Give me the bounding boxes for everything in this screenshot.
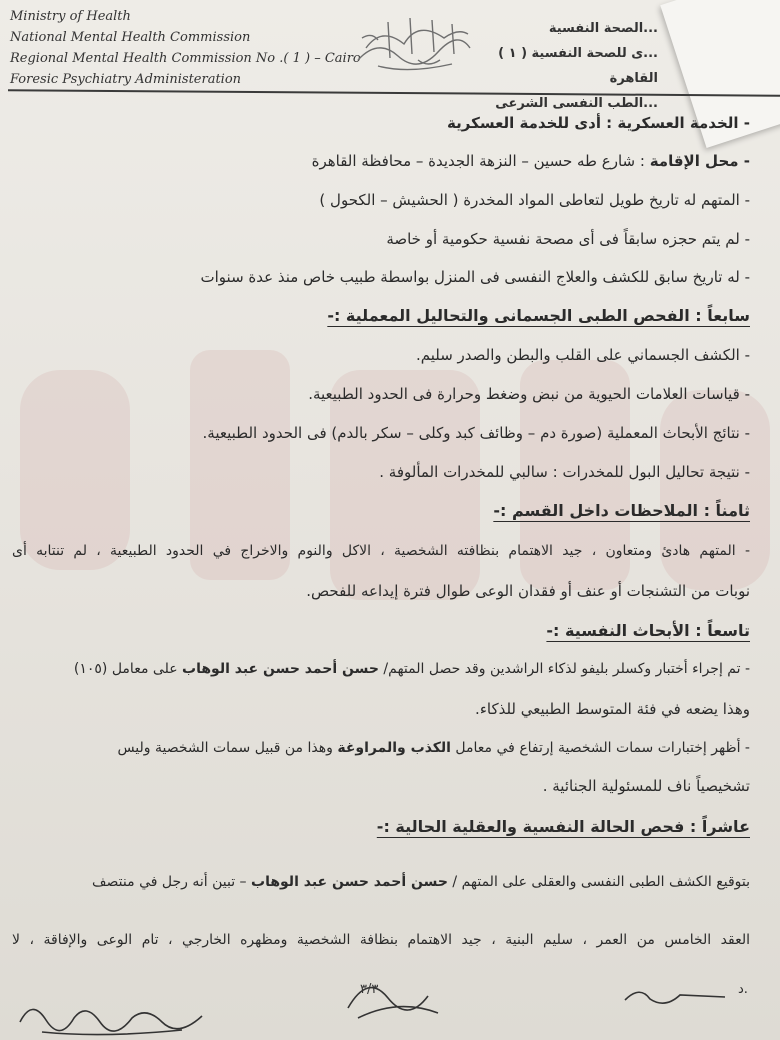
header-en-line: Ministry of Health <box>10 9 131 24</box>
defendant-name: حسن أحمد حسن عبد الوهاب <box>182 661 379 677</box>
section-7-line: - الكشف الجسماني على القلب والبطن والصدر سليم. <box>415 346 750 364</box>
section-7-title: سابعاً : الفحص الطبى الجسمانى والتحاليل المعملية :- <box>327 306 750 325</box>
left-signature <box>12 992 212 1040</box>
center-signature <box>338 968 448 1028</box>
drug-history-line: - المتهم له تاريخ طويل لتعاطى المواد المخدرة ( الحشيش – الكحول ) <box>319 191 750 209</box>
prior-treatment-line: - له تاريخ سابق للكشف والعلاج النفسى فى المنزل بواسطة طبيب خاص منذ عدة سنوات <box>200 268 750 286</box>
section-9-title: تاسعاً : الأبحاث النفسية :- <box>546 621 750 640</box>
military-line: - الخدمة العسكرية : أدى للخدمة العسكرية <box>447 114 750 132</box>
section-7-line: - نتائج الأبحاث المعملية (صورة دم – وظائف كبد وكلى – سكر بالدم) فى الحدود الطبيعية. <box>202 424 750 442</box>
residence-label: - محل الإقامة <box>649 152 750 170</box>
header-ar-line: ...ى للصحة النفسية ( ١ ) القاهرة <box>498 46 658 86</box>
watermark <box>0 330 780 670</box>
no-hospital-line: - لم يتم حجزه سابقاً فى أى مصحة نفسية حكومية أو خاصة <box>386 230 750 248</box>
text-fragment: - أظهر إختبارات سمات الشخصية إرتفاع في معامل <box>450 740 750 756</box>
lying-trait: الكذب والمراوغة <box>337 740 451 756</box>
header-english <box>10 6 361 90</box>
header-en-line: National Mental Health Commission <box>10 30 251 45</box>
text-fragment: بتوقيع الكشف الطبى النفسى والعقلى على المتهم / <box>447 874 750 890</box>
header-en-line: Regional Mental Health Commission No .( 1 ) – Cairo <box>10 51 361 66</box>
text-fragment: على معامل (١٠٥) <box>73 661 183 677</box>
text-fragment: – تبين أنه رجل في منتصف <box>92 874 251 890</box>
residence-value: : شارع طه حسين – النزهة الجديدة – محافظة القاهرة <box>311 152 650 170</box>
section-8-line: نوبات من التشنجات أو عنف أو فقدان الوعى طوال فترة إيداعه للفحص. <box>306 582 750 600</box>
section-8-line: - المتهم هادئ ومتعاون ، جيد الاهتمام بنظافته الشخصية ، الاكل والنوم والاخراج في الحدود الطبيعية ، لم تنتابه أى <box>12 543 750 559</box>
header-en-line: Foresic Psychiatry Administeration <box>10 72 242 87</box>
text-fragment: - تم إجراء أختبار وكسلر بليفو لذكاء الراشدين وقد حصل المتهم/ <box>378 661 750 677</box>
section-9-line <box>117 740 750 756</box>
section-7-line: - قياسات العلامات الحيوية من نبض وضغط وحرارة فى الحدود الطبيعية. <box>308 385 750 403</box>
text-fragment: وهذا من قبيل سمات الشخصية وليس <box>117 740 338 756</box>
doctor-initial: د. <box>738 982 748 997</box>
header-ar-line: ...الصحة النفسية <box>548 21 658 36</box>
header-ar-line: ...الطب النفسى الشرعى <box>495 96 658 111</box>
defendant-name: حسن أحمد حسن عبد الوهاب <box>251 874 448 890</box>
residence-line <box>312 152 750 170</box>
section-10-title: عاشراً : فحص الحالة النفسية والعقلية الحالية :- <box>376 817 750 836</box>
page-number: ٣/٣ <box>360 982 379 997</box>
header-divider <box>8 89 780 96</box>
section-10-line: العقد الخامس من العمر ، سليم البنية ، جيد الاهتمام بنظافة الشخصية ومظهره الخارجي ، تام الوعى والإفاقة ، لا <box>12 932 750 948</box>
section-7-line: - نتيجة تحاليل البول للمخدرات : سالبي للمخدرات المألوفة . <box>379 463 750 481</box>
section-9-line: تشخيصياً ناف للمسئولية الجنائية . <box>542 777 750 795</box>
section-9-line: وهذا يضعه في فئة المتوسط الطبيعي للذكاء. <box>475 700 750 718</box>
section-10-line <box>92 874 750 890</box>
header-arabic <box>448 16 658 116</box>
section-8-title: ثامناً : الملاحظات داخل القسم :- <box>493 501 750 520</box>
section-9-line <box>74 661 750 677</box>
right-signature <box>620 975 730 1015</box>
